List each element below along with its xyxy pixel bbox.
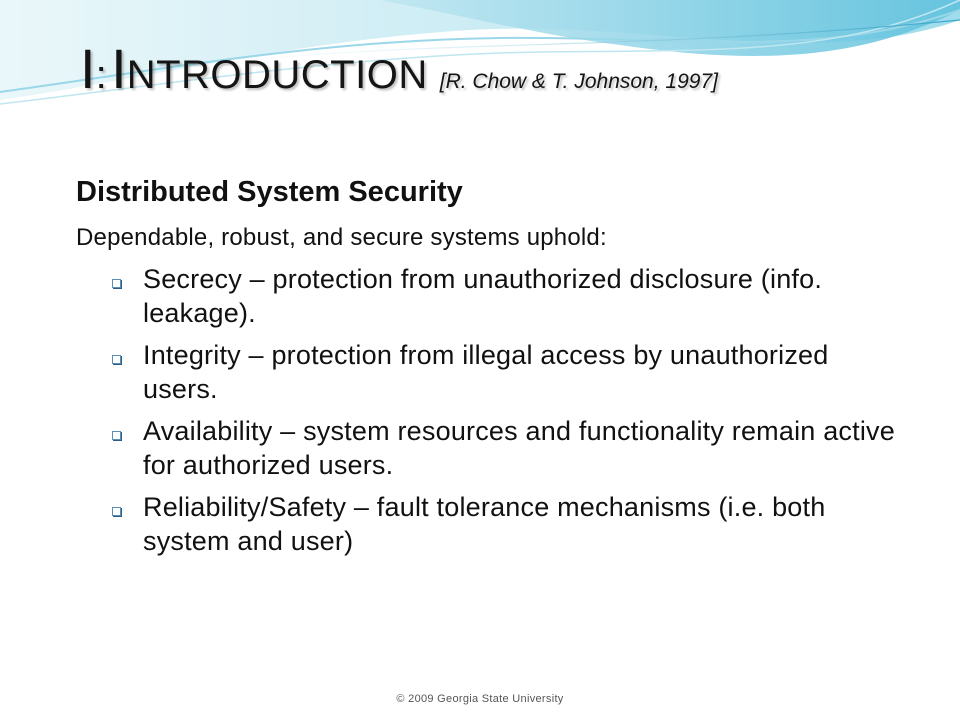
title-colon: : — [95, 53, 107, 97]
list-item — [110, 338, 910, 406]
square-bullet-icon — [112, 507, 121, 516]
square-bullet-icon — [112, 279, 121, 288]
bullet-text: Reliability/Safety – fault tolerance mechanisms (i.e. both system and user) — [143, 492, 826, 556]
bullet-list — [110, 262, 910, 566]
title-citation: [R. Chow & T. Johnson, 1997] — [439, 70, 718, 93]
list-item — [110, 262, 910, 330]
section-heading: Distributed System Security — [76, 176, 463, 208]
square-bullet-icon — [112, 355, 121, 364]
bullet-text: Integrity – protection from illegal access by unauthorized users. — [143, 340, 829, 404]
list-item — [110, 414, 910, 482]
slide-title — [80, 36, 718, 101]
list-item — [110, 490, 910, 558]
bullet-text: Availability – system resources and functionality remain active for authorized users. — [143, 416, 895, 480]
title-word: NTRODUCTION — [126, 53, 428, 97]
intro-text: Dependable, robust, and secure systems uphold: — [76, 224, 607, 251]
square-bullet-icon — [112, 431, 121, 440]
title-word-initial: I — [111, 37, 127, 100]
title-initial: I — [80, 37, 96, 100]
copyright-footer: © 2009 Georgia State University — [396, 693, 564, 705]
bullet-text: Secrecy – protection from unauthorized disclosure (info. leakage). — [143, 264, 823, 328]
